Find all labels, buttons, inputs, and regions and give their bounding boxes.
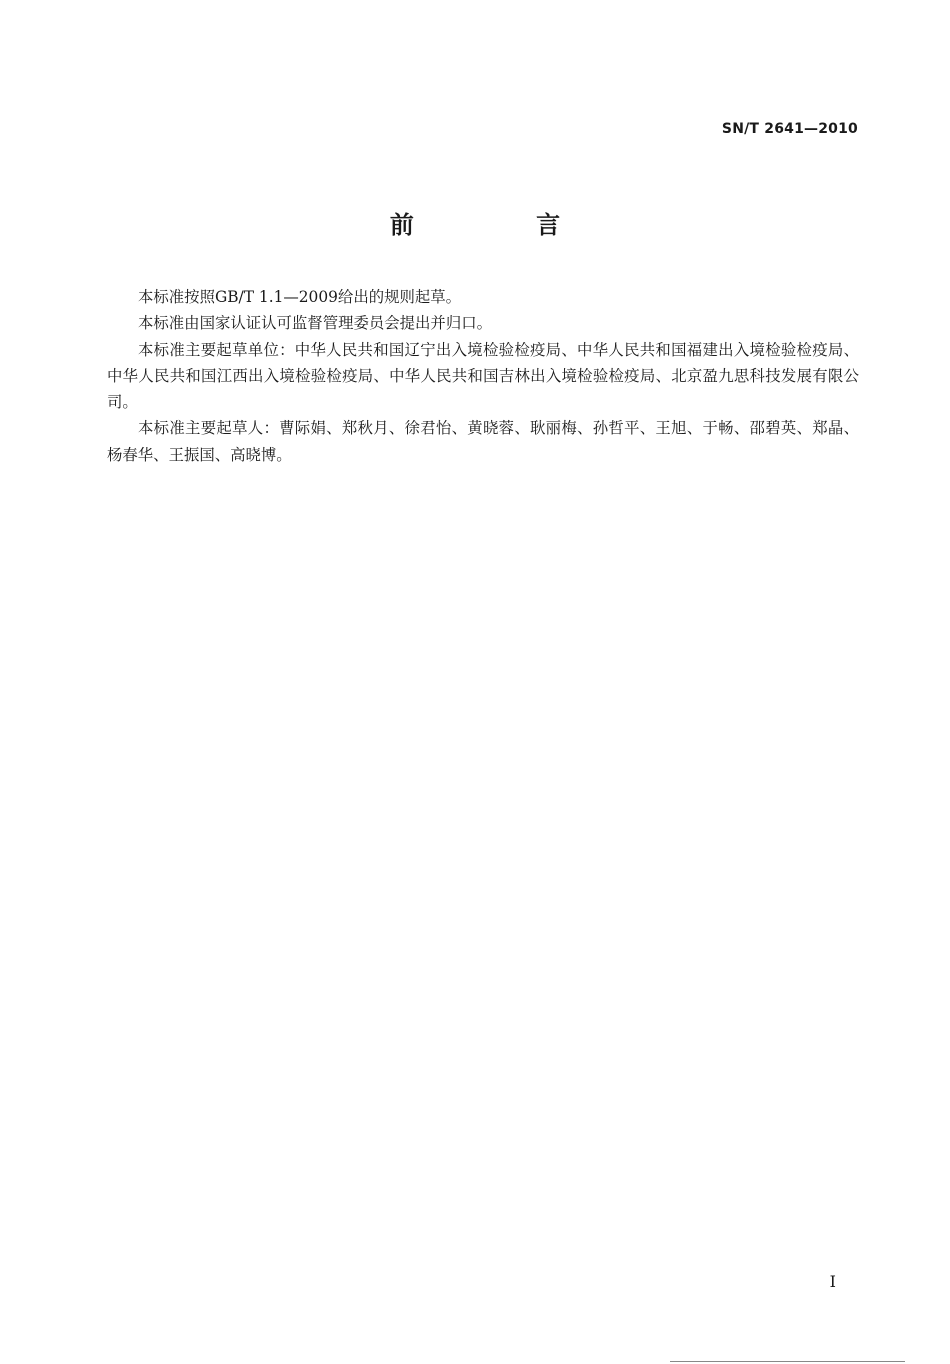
paragraph-drafters: 本标准主要起草人：曹际娟、郑秋月、徐君怡、黄晓蓉、耿丽梅、孙哲平、王旭、于畅、邵碧英、郑晶、杨春华、王振国、高晓博。 [107, 419, 859, 464]
paragraph-drafting-rules: 本标准按照GB/T 1.1—2009给出的规则起草。 [138, 288, 462, 306]
paragraph-proposer: 本标准由国家认证认可监督管理委员会提出并归口。 [138, 314, 492, 333]
bottom-rule [670, 1361, 905, 1362]
page-title: 前 言 [389, 211, 618, 239]
standard-code: SN/T 2641—2010 [721, 121, 858, 137]
paragraph-drafting-units: 本标准主要起草单位：中华人民共和国辽宁出入境检验检疫局、中华人民共和国福建出入境检验检疫局、中华人民共和国江西出入境检验检疫局、中华人民共和国吉林出入境检验检疫局、北京盈九思科技发展有限公司。 [107, 340, 859, 412]
page-number: I [829, 1272, 836, 1291]
body-text [107, 284, 859, 468]
